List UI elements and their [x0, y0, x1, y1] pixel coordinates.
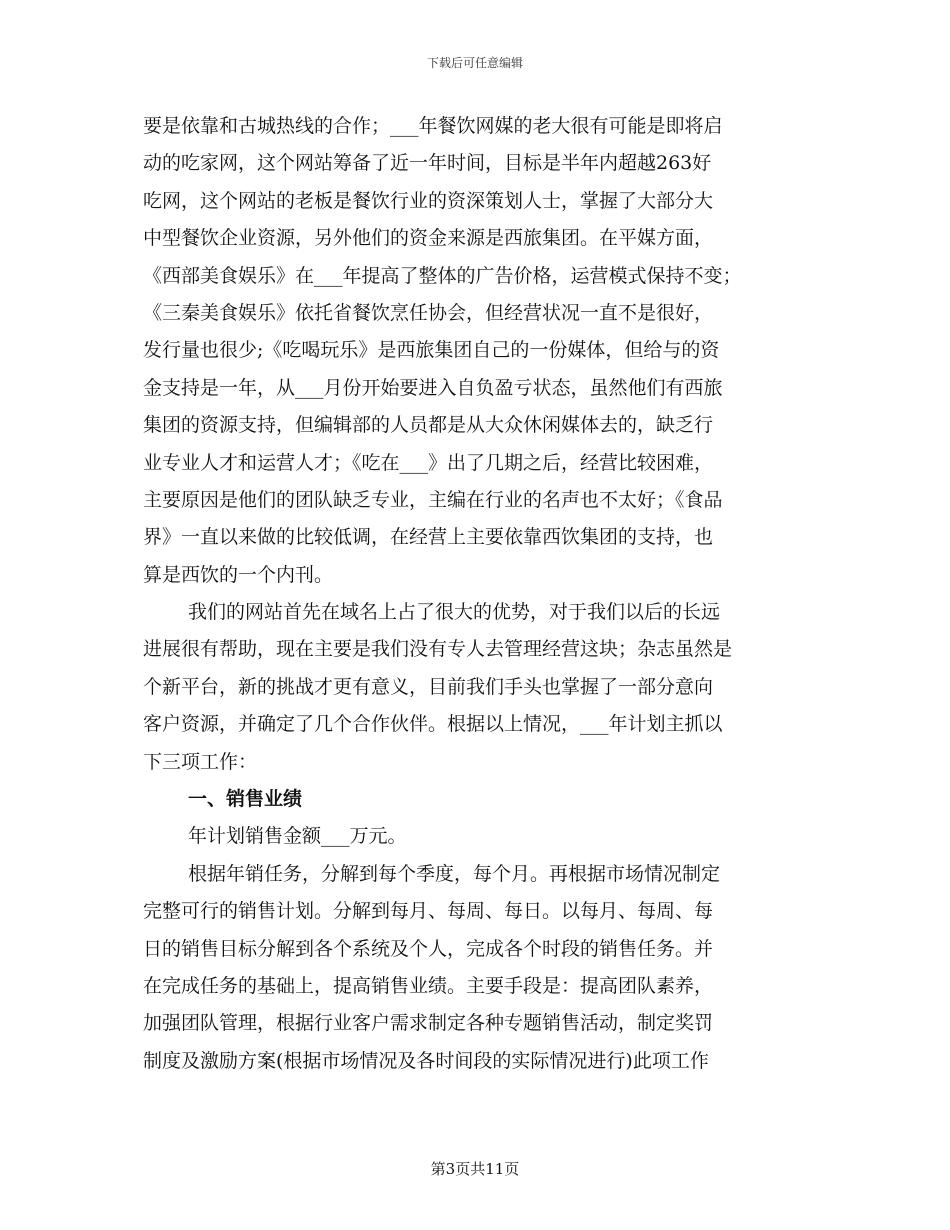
text-line: 《三秦美食娱乐》依托省餐饮烹任协会，但经营状况一直不是很好，: [143, 301, 714, 324]
text-line: 业专业人才和运营人才；《吃在___》出了几期之后，经营比较困难，: [143, 451, 714, 474]
text-line: 中型餐饮企业资源，另外他们的资金来源是西旅集团。在平媒方面，: [143, 227, 714, 250]
text-line: 吃网，这个网站的老板是餐饮行业的资深策划人士，掌握了大部分大: [143, 189, 714, 212]
text-line: 进展很有帮助，现在主要是我们没有专人去管理经营这块；杂志虽然是: [143, 638, 733, 661]
text-line: 金支持是一年，从___月份开始要进入自负盈亏状态，虽然他们有西旅: [143, 376, 723, 399]
text-line: 完整可行的销售计划。分解到每月、每周、每日。以每月、每周、每: [143, 900, 714, 923]
text-line: 年计划销售金额___万元。: [188, 825, 407, 848]
text-line: 我们的网站首先在域名上占了很大的优势，对于我们以后的长远: [188, 601, 721, 624]
text-line: 下三项工作：: [143, 750, 258, 773]
text-line: 制度及激励方案(根据市场情况及各时间段的实际情况进行)此项工作: [143, 1049, 709, 1072]
text-line: 要是依靠和古城热线的合作；___年餐饮网媒的老大很有可能是即将启: [143, 115, 723, 137]
text-line: 发行量也很少;《吃喝玩乐》是西旅集团自己的一份媒体，但给与的资: [143, 339, 720, 362]
text-line: 《西部美食娱乐》在___年提高了整体的广告价格，运营模式保持不变；: [143, 264, 742, 287]
text-line: 界》一直以来做的比较低调，在经营上主要依靠西饮集团的支持，也: [143, 526, 714, 549]
page-header: 下载后可任意编辑: [426, 56, 523, 70]
text-line: 日的销售目标分解到各个系统及个人，完成各个时段的销售任务。并: [143, 937, 714, 960]
text-line: 主要原因是他们的团队缺乏专业，主编在行业的名声也不太好；《食品: [143, 488, 723, 511]
text-line: 动的吃家网，这个网站筹备了近一年时间，目标是半年内超越263好: [143, 152, 712, 175]
text-line: 客户资源，并确定了几个合作伙伴。根据以上情况，___年计划主抓以: [143, 713, 723, 736]
section-heading: 一、销售业绩: [188, 788, 303, 811]
document-body: [143, 108, 813, 1080]
text-line: 个新平台，新的挑战才更有意义，目前我们手头也掌握了一部分意向: [143, 675, 714, 698]
text-line: 集团的资源支持，但编辑部的人员都是从大众休闲媒体去的，缺乏行: [143, 414, 714, 437]
page-number: 第3页共11页: [430, 1160, 520, 1178]
text-line: 根据年销任务，分解到每个季度，每个月。再根据市场情况制定: [188, 862, 721, 885]
text-line: 加强团队管理，根据行业客户需求制定各种专题销售活动，制定奖罚: [143, 1012, 714, 1035]
text-line: 算是西饮的一个内刊。: [143, 563, 334, 586]
text-line: 在完成任务的基础上，提高销售业绩。主要手段是：提高团队素养，: [143, 974, 714, 997]
